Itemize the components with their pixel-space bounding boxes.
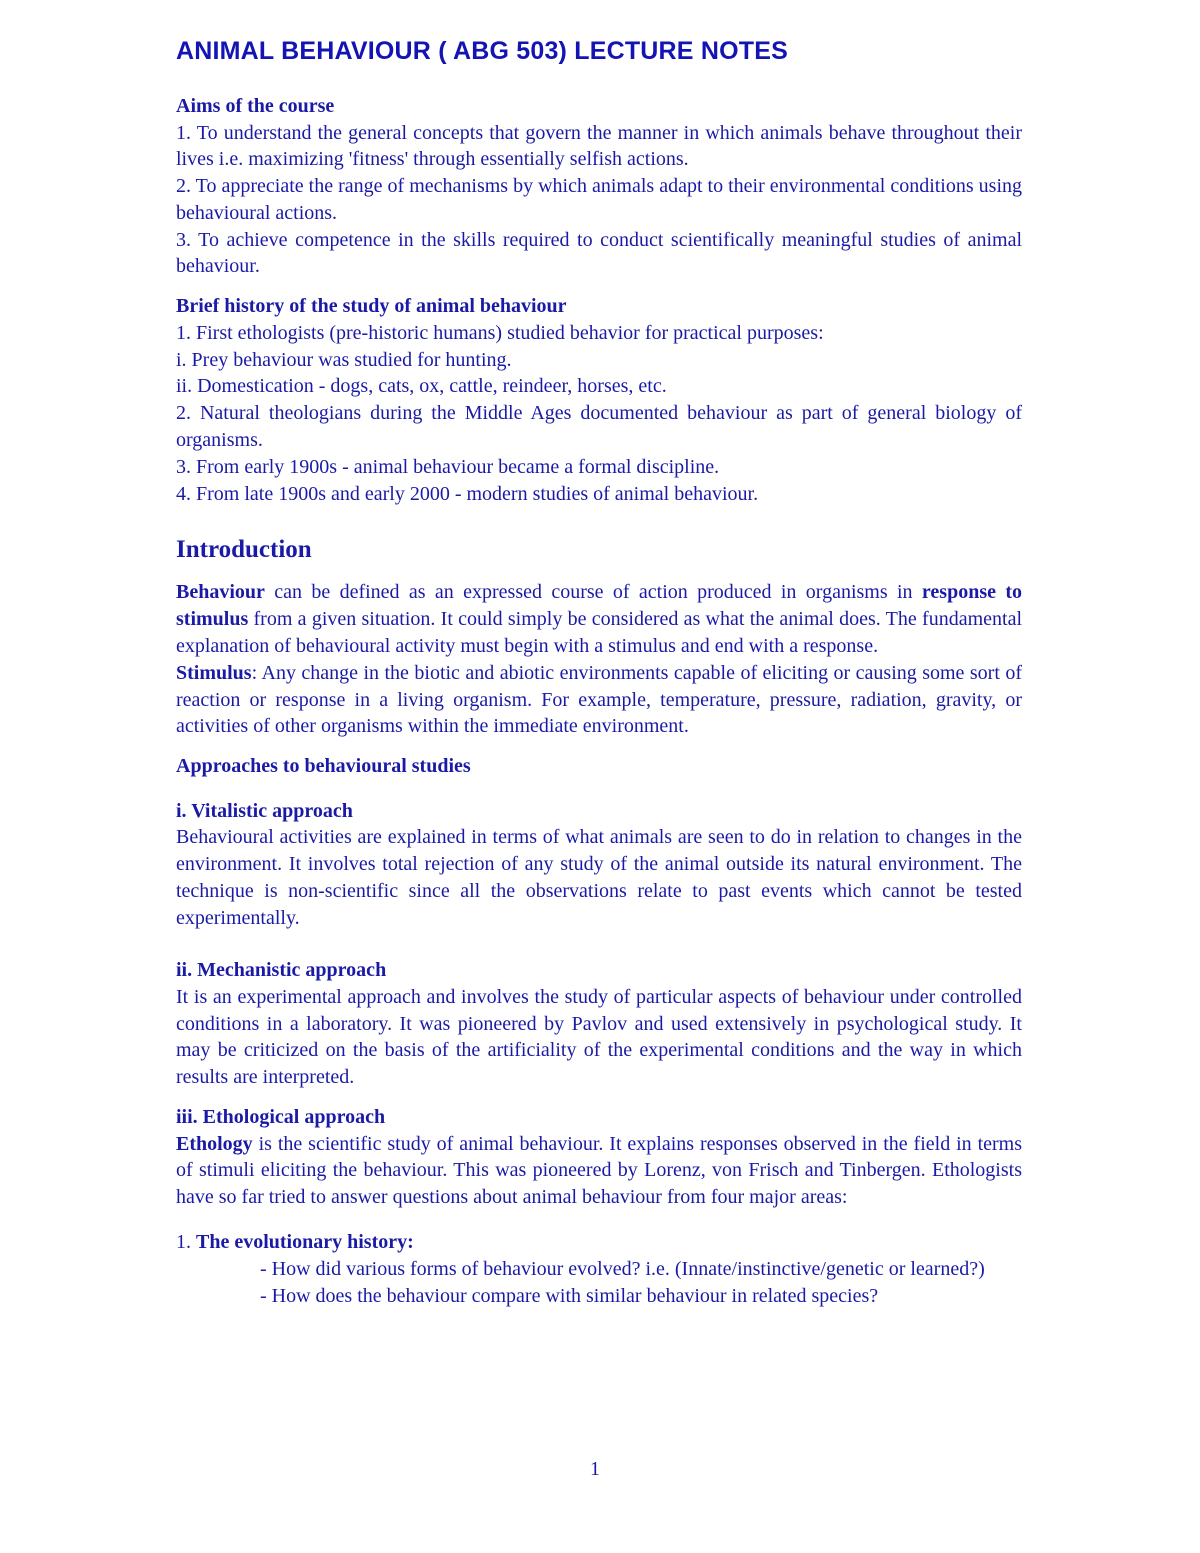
history-item-3: 3. From early 1900s - animal behaviour became a formal discipline. [176, 455, 720, 478]
ethology-definition [176, 1131, 1022, 1211]
aim-item-2: 2. To appreciate the range of mechanisms by which animals adapt to their environmental conditions using behavioural actions. [176, 175, 1022, 224]
vitalistic-heading: i. Vitalistic approach [176, 799, 353, 822]
behaviour-text-2: from a given situation. It could simply be considered as what the animal does. The fundamental explanation of behavioural activity must begin with a stimulus and end with a response. [176, 608, 1022, 657]
aims-heading: Aims of the course [176, 95, 335, 117]
stimulus-definition [176, 660, 1022, 740]
behaviour-text-1: can be defined as an expressed course of action produced in organisms in [264, 581, 922, 604]
evolutionary-question-2: - How does the behaviour compare with similar behaviour in related species? [260, 1284, 879, 1307]
ethology-text: is the scientific study of animal behaviour. It explains responses observed in the field in terms of stimuli eliciting the behaviour. This was pioneered by Lorenz, von Frisch and Tinbergen. Ethologists have so far tried to answer questions about animal behaviour from four major areas: [176, 1132, 1022, 1209]
introduction-heading: Introduction [176, 536, 312, 564]
ethology-term: Ethology [176, 1132, 253, 1155]
behaviour-term: Behaviour [176, 581, 265, 604]
evolutionary-question-1: - How did various forms of behaviour evolved? i.e. (Innate/instinctive/genetic or learned?) [260, 1257, 985, 1280]
page-number: 1 [590, 1458, 600, 1480]
evolutionary-number: 1. [176, 1230, 196, 1253]
approaches-heading: Approaches to behavioural studies [176, 755, 471, 778]
response-term: response to stimulus [176, 581, 1022, 631]
aim-item-3: 3. To achieve competence in the skills required to conduct scientifically meaningful studies of animal behaviour. [176, 228, 1022, 278]
history-item-1ii: ii. Domestication - dogs, cats, ox, cattle, reindeer, horses, etc. [176, 375, 667, 398]
history-item-1i: i. Prey behaviour was studied for hunting. [176, 348, 512, 371]
evolutionary-heading [176, 1229, 1022, 1256]
page-content [176, 36, 1022, 1309]
history-heading: Brief history of the study of animal behaviour [176, 295, 567, 318]
mechanistic-text: It is an experimental approach and involves the study of particular aspects of behaviour under controlled conditions in a laboratory. It was pioneered by Pavlov and used extensively in psychological study. It may be criticized on the basis of the artificiality of the experimental conditions and the way in which results are interpreted. [176, 985, 1022, 1089]
history-item-4: 4. From late 1900s and early 2000 - modern studies of animal behaviour. [176, 482, 759, 505]
evolutionary-title: The evolutionary history: [196, 1230, 414, 1253]
ethological-heading: iii. Ethological approach [176, 1106, 386, 1129]
stimulus-text: : Any change in the biotic and abiotic environments capable of eliciting or causing some sort of reaction or response in a living organism. For example, temperature, pressure, radiation, gravity, or activities of other organisms within the immediate environment. [176, 661, 1022, 738]
history-item-1: 1. First ethologists (pre-historic humans) studied behavior for practical purposes: [176, 321, 824, 344]
mechanistic-heading: ii. Mechanistic approach [176, 959, 387, 982]
vitalistic-text: Behavioural activities are explained in terms of what animals are seen to do in relation to changes in the environment. It involves total rejection of any study of the animal outside its natural environment. The technique is non-scientific since all the observations relate to past events which cannot be tested experimentally. [176, 826, 1022, 929]
behaviour-definition [176, 579, 1022, 659]
document-title: ANIMAL BEHAVIOUR ( ABG 503) LECTURE NOTES [176, 37, 788, 65]
stimulus-term: Stimulus [176, 661, 252, 684]
history-item-2: 2. Natural theologians during the Middle Ages documented behaviour as part of general biology of organisms. [176, 402, 1022, 451]
aim-item-1: 1. To understand the general concepts that govern the manner in which animals behave throughout their lives i.e. maximizing 'fitness' through essentially selfish actions. [176, 121, 1022, 171]
